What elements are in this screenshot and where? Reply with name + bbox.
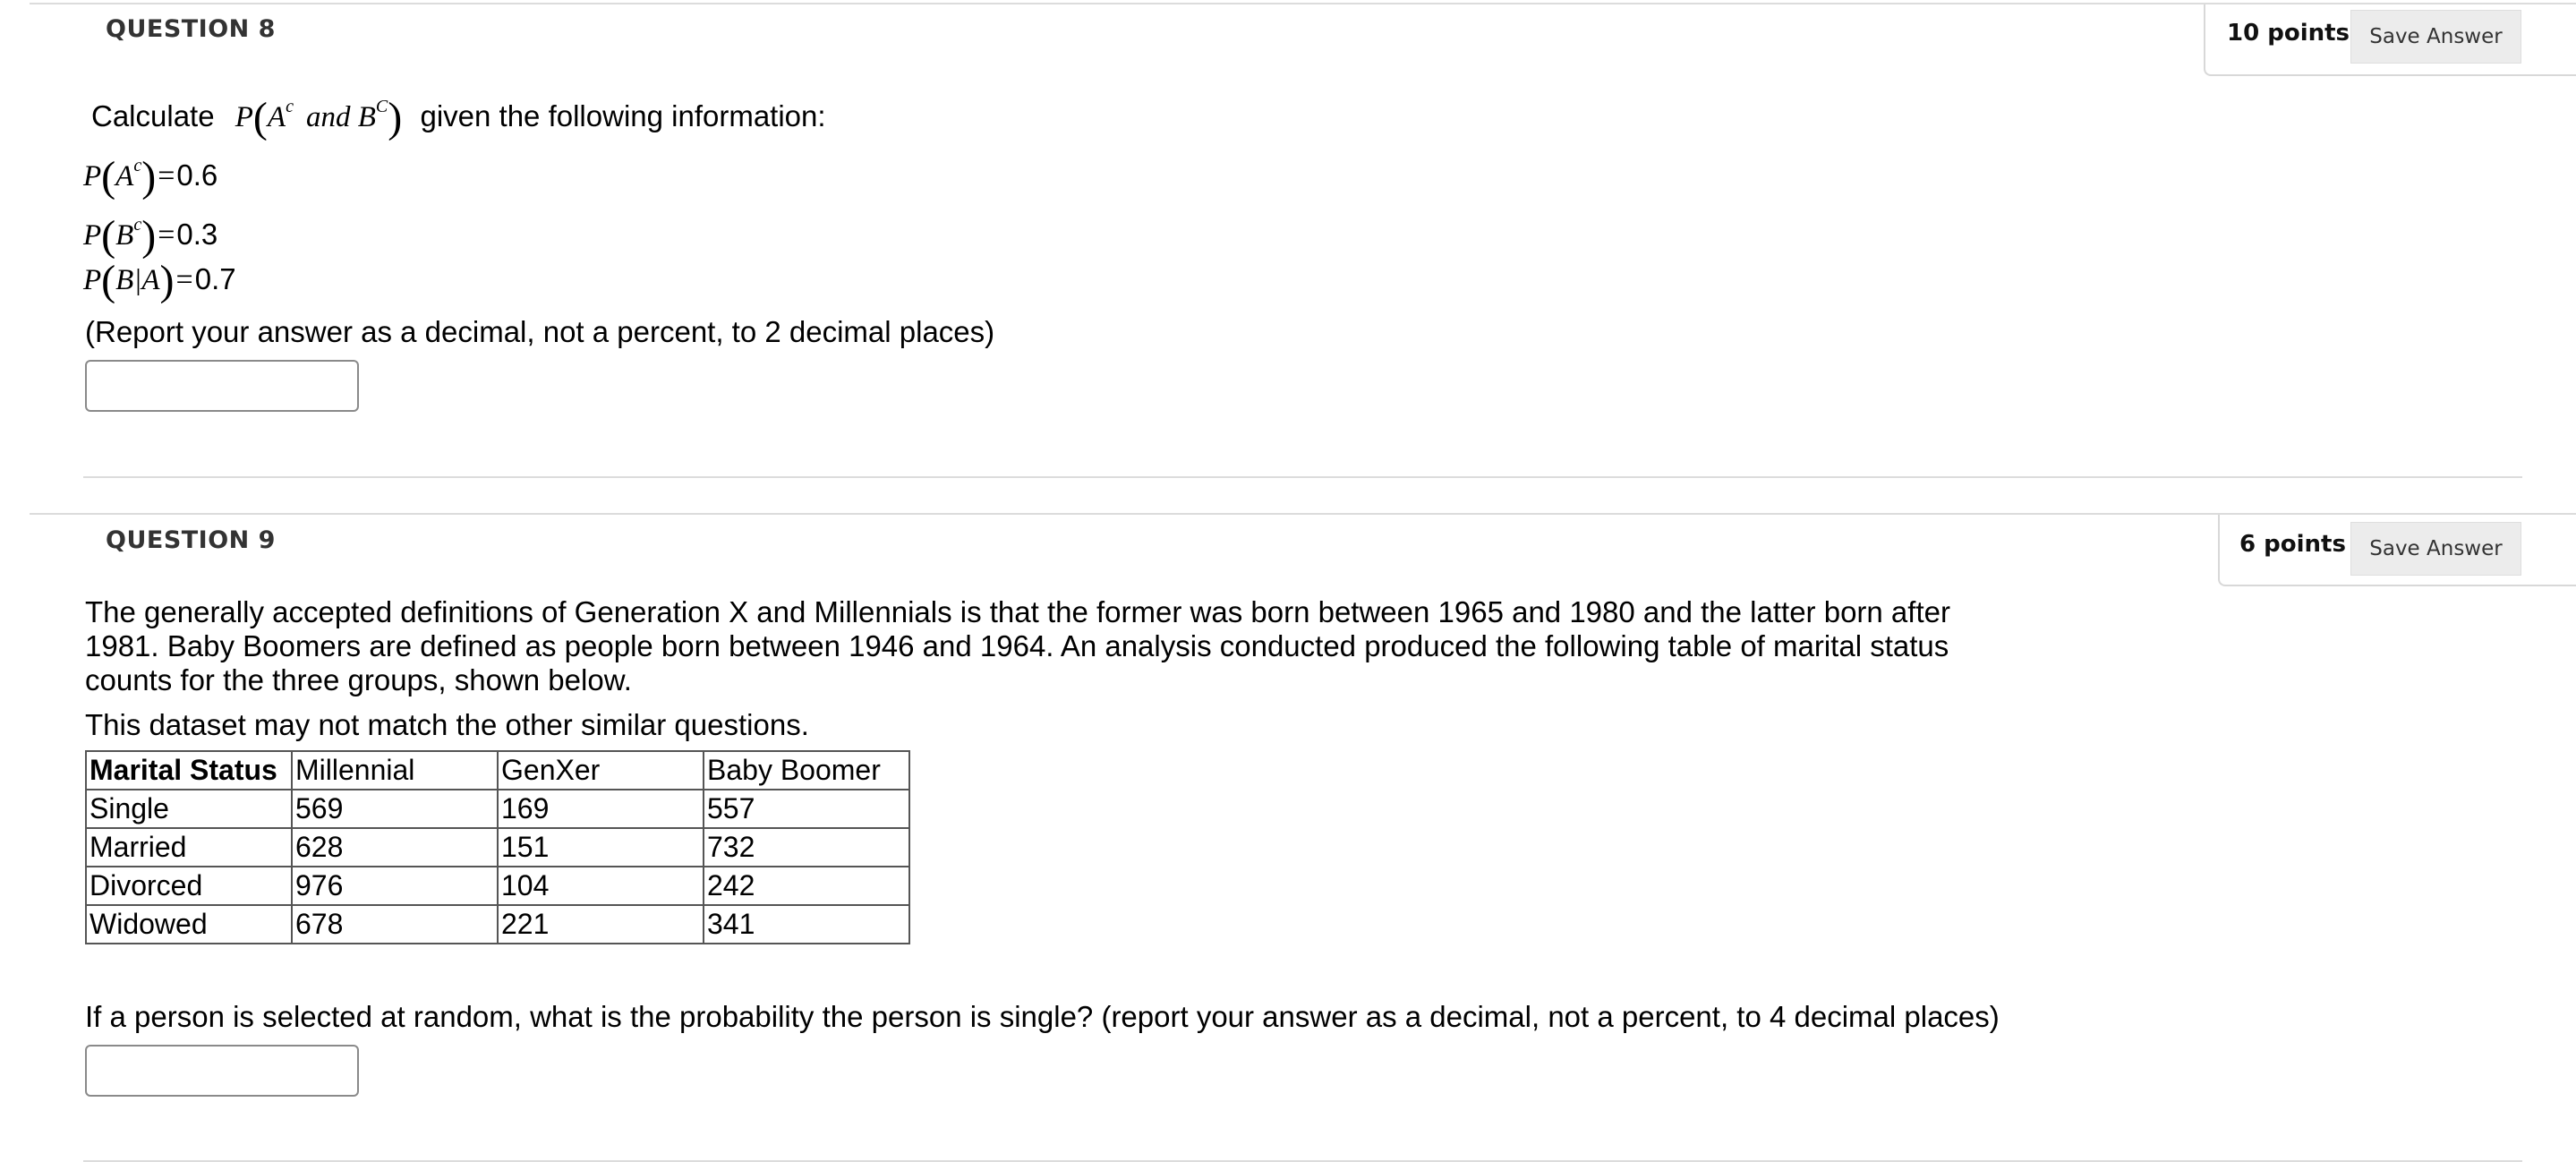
- question-9-note: This dataset may not match the other similar questions.: [85, 708, 809, 741]
- given-1-lparen: (: [101, 153, 116, 201]
- given-2-value: 0.3: [176, 218, 218, 251]
- question-9-top-rule: [30, 513, 2576, 515]
- question-8-prompt: [91, 90, 826, 141]
- table-header-cell: Millennial: [292, 751, 498, 790]
- question-9-answer-field[interactable]: [85, 1045, 359, 1097]
- table-row: [86, 867, 909, 905]
- given-3-rparen: ): [159, 257, 175, 304]
- formula-rparen: ): [388, 94, 403, 141]
- given-1-var: A: [115, 160, 134, 192]
- table-cell: Married: [86, 828, 292, 867]
- table-cell: 151: [498, 828, 704, 867]
- given-1-sup: c: [133, 156, 142, 175]
- table-cell: 557: [704, 790, 909, 828]
- table-cell: 242: [704, 867, 909, 905]
- prompt-formula: [235, 94, 410, 141]
- question-9-title: QUESTION 9: [106, 526, 276, 554]
- given-2-var: B: [115, 219, 134, 252]
- prompt-before: Calculate: [91, 99, 215, 132]
- question-9-paragraph: The generally accepted definitions of Generation X and Millennials is that the former was born between 1965 and 1980 and the latter born after 1981. Baby Boomers are defined as people born between 1946 and 1964. An analysis conducted produced the following table of marital status counts for the three groups, shown below.: [85, 595, 1950, 696]
- question-9-points: 6 points: [2239, 531, 2346, 558]
- prompt-after: given the following information:: [420, 99, 826, 132]
- given-3-p: P: [83, 264, 102, 296]
- table-cell: 221: [498, 905, 704, 944]
- given-2-rparen: ): [141, 212, 157, 260]
- formula-p: P: [235, 101, 253, 133]
- given-1: [83, 149, 218, 201]
- table-cell: 976: [292, 867, 498, 905]
- given-3: [83, 257, 236, 304]
- table-row: [86, 905, 909, 944]
- question-9-save-answer-button[interactable]: Save Answer: [2350, 522, 2521, 576]
- given-3-var: B|A: [115, 264, 160, 296]
- given-1-value: 0.6: [176, 158, 218, 192]
- given-2-p: P: [83, 219, 102, 252]
- table-cell: 569: [292, 790, 498, 828]
- table-cell: 104: [498, 867, 704, 905]
- table-row: [86, 828, 909, 867]
- formula-sup-a: c: [286, 97, 294, 116]
- marital-status-table: [85, 750, 910, 944]
- given-3-eq: =: [175, 263, 193, 296]
- formula-b: B: [357, 101, 376, 133]
- table-header-row: [86, 751, 909, 790]
- given-3-value: 0.7: [194, 262, 236, 295]
- given-2-sup: c: [133, 215, 142, 235]
- question-8-instruction: (Report your answer as a decimal, not a percent, to 2 decimal places): [85, 315, 995, 348]
- table-header-cell: GenXer: [498, 751, 704, 790]
- table-header-cell: Baby Boomer: [704, 751, 909, 790]
- table-header-cell: Marital Status: [86, 751, 292, 790]
- given-1-p: P: [83, 160, 102, 192]
- table-cell: 169: [498, 790, 704, 828]
- table-cell: 732: [704, 828, 909, 867]
- table-cell: 341: [704, 905, 909, 944]
- given-1-eq: =: [158, 159, 175, 192]
- table-cell: 678: [292, 905, 498, 944]
- question-8-title: QUESTION 8: [106, 15, 276, 43]
- given-1-rparen: ): [141, 153, 157, 201]
- table-cell: Single: [86, 790, 292, 828]
- question-8-answer-field[interactable]: [85, 360, 359, 412]
- given-2: [83, 208, 218, 260]
- formula-and: and: [305, 101, 351, 133]
- formula-a: A: [267, 101, 286, 133]
- table-cell: Widowed: [86, 905, 292, 944]
- formula-lparen: (: [252, 94, 268, 141]
- given-2-eq: =: [158, 218, 175, 252]
- formula-sup-b: C: [375, 97, 388, 116]
- table-row: [86, 790, 909, 828]
- question-8-top-rule: [30, 3, 2576, 4]
- given-2-lparen: (: [101, 212, 116, 260]
- question-8-points: 10 points: [2227, 20, 2350, 47]
- given-3-lparen: (: [101, 257, 116, 304]
- table-cell: 628: [292, 828, 498, 867]
- question-8-save-answer-button[interactable]: Save Answer: [2350, 10, 2521, 64]
- table-cell: Divorced: [86, 867, 292, 905]
- question-9-question: If a person is selected at random, what is the probability the person is single? (report your answer as a decimal, not a percent, to 4 decimal places): [85, 1000, 2000, 1033]
- question-8-bottom-divider: [83, 476, 2522, 478]
